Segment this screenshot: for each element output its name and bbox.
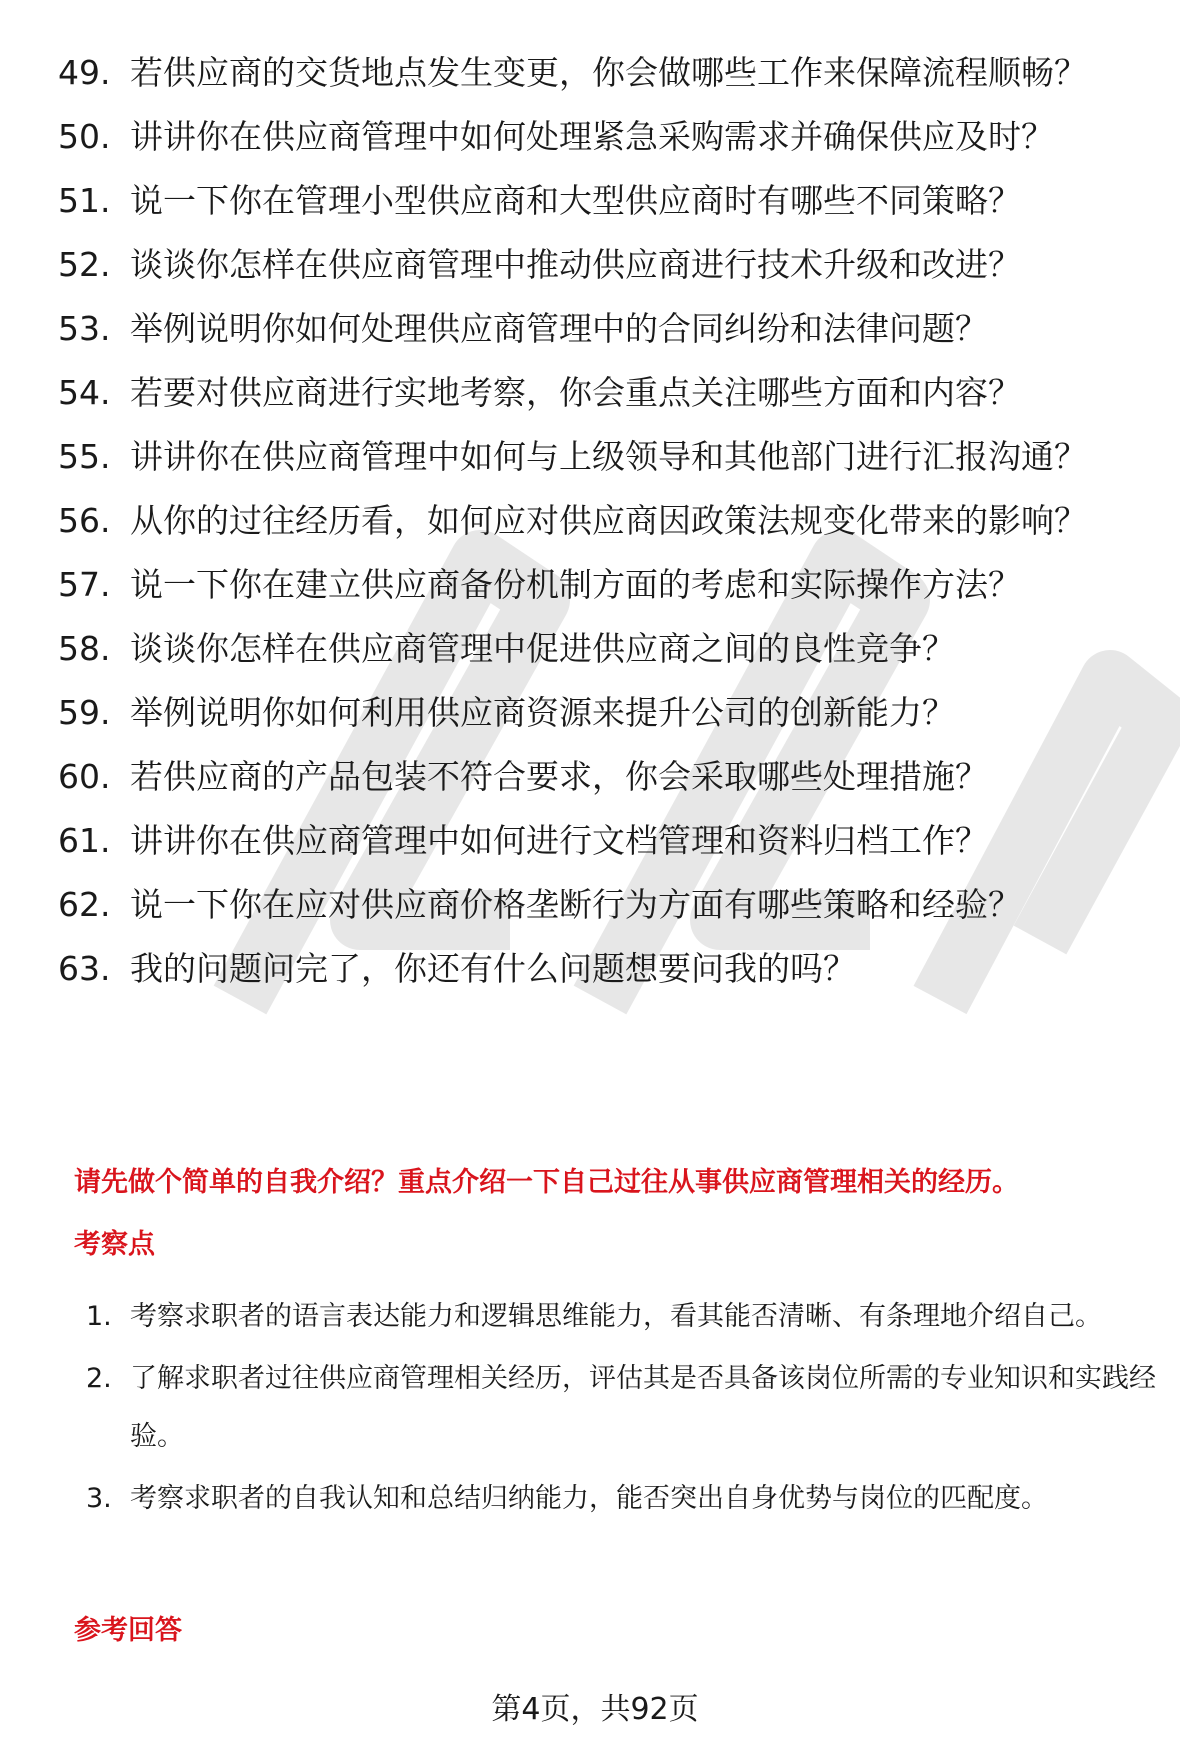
question-text: 若供应商的交货地点发生变更，你会做哪些工作来保障流程顺畅？ <box>130 53 1087 92</box>
list-item <box>58 628 1138 670</box>
list-item <box>58 948 1138 990</box>
question-number: 54. <box>58 373 111 412</box>
question-text: 我的问题问完了，你还有什么问题想要问我的吗？ <box>130 949 856 988</box>
question-number: 62. <box>58 885 111 924</box>
intro-question-heading: 请先做个简单的自我介绍？重点介绍一下自己过往从事供应商管理相关的经历。 <box>74 1167 1019 1198</box>
list-item <box>58 436 1138 478</box>
question-text: 若要对供应商进行实地考察，你会重点关注哪些方面和内容？ <box>130 373 1021 412</box>
list-item <box>58 500 1138 542</box>
question-number: 53. <box>58 309 111 348</box>
question-text: 讲讲你在供应商管理中如何处理紧急采购需求并确保供应及时？ <box>130 117 1054 156</box>
question-list <box>58 52 1138 1012</box>
point-text: 考察求职者的自我认知和总结归纳能力，能否突出自身优势与岗位的匹配度。 <box>130 1483 1048 1514</box>
list-item <box>86 1470 1156 1528</box>
list-item <box>58 116 1138 158</box>
question-number: 57. <box>58 565 111 604</box>
list-item <box>86 1288 1156 1346</box>
list-item <box>58 244 1138 286</box>
point-text: 考察求职者的语言表达能力和逻辑思维能力，看其能否清晰、有条理地介绍自己。 <box>130 1301 1102 1332</box>
page-footer: 第4页，共92页 <box>491 1692 699 1727</box>
question-text: 讲讲你在供应商管理中如何与上级领导和其他部门进行汇报沟通？ <box>130 437 1087 476</box>
list-item <box>58 372 1138 414</box>
question-number: 50. <box>58 117 111 156</box>
answer-heading: 参考回答 <box>74 1615 182 1646</box>
question-number: 56. <box>58 501 111 540</box>
point-text: 了解求职者过往供应商管理相关经历，评估其是否具备该岗位所需的专业知识和实践经验。 <box>130 1363 1156 1452</box>
list-item <box>58 884 1138 926</box>
list-item <box>86 1350 1156 1466</box>
question-number: 52. <box>58 245 111 284</box>
point-number: 1. <box>86 1301 112 1332</box>
question-text: 若供应商的产品包装不符合要求，你会采取哪些处理措施？ <box>130 757 988 796</box>
question-number: 49. <box>58 53 111 92</box>
points-list <box>86 1288 1156 1532</box>
point-number: 3. <box>86 1483 112 1514</box>
question-text: 说一下你在建立供应商备份机制方面的考虑和实际操作方法？ <box>130 565 1021 604</box>
question-number: 59. <box>58 693 111 732</box>
list-item <box>58 756 1138 798</box>
question-number: 60. <box>58 757 111 796</box>
question-text: 讲讲你在供应商管理中如何进行文档管理和资料归档工作？ <box>130 821 988 860</box>
question-number: 61. <box>58 821 111 860</box>
question-number: 63. <box>58 949 111 988</box>
points-heading: 考察点 <box>74 1229 155 1260</box>
question-text: 谈谈你怎样在供应商管理中促进供应商之间的良性竞争？ <box>130 629 955 668</box>
question-text: 说一下你在应对供应商价格垄断行为方面有哪些策略和经验？ <box>130 885 1021 924</box>
question-number: 55. <box>58 437 111 476</box>
question-number: 58. <box>58 629 111 668</box>
question-number: 51. <box>58 181 111 220</box>
list-item <box>58 308 1138 350</box>
question-text: 举例说明你如何处理供应商管理中的合同纠纷和法律问题？ <box>130 309 988 348</box>
point-number: 2. <box>86 1363 112 1394</box>
list-item <box>58 820 1138 862</box>
question-text: 说一下你在管理小型供应商和大型供应商时有哪些不同策略？ <box>130 181 1021 220</box>
question-text: 谈谈你怎样在供应商管理中推动供应商进行技术升级和改进？ <box>130 245 1021 284</box>
list-item <box>58 52 1138 94</box>
question-text: 举例说明你如何利用供应商资源来提升公司的创新能力？ <box>130 693 955 732</box>
list-item <box>58 180 1138 222</box>
list-item <box>58 564 1138 606</box>
list-item <box>58 692 1138 734</box>
question-text: 从你的过往经历看，如何应对供应商因政策法规变化带来的影响？ <box>130 501 1087 540</box>
